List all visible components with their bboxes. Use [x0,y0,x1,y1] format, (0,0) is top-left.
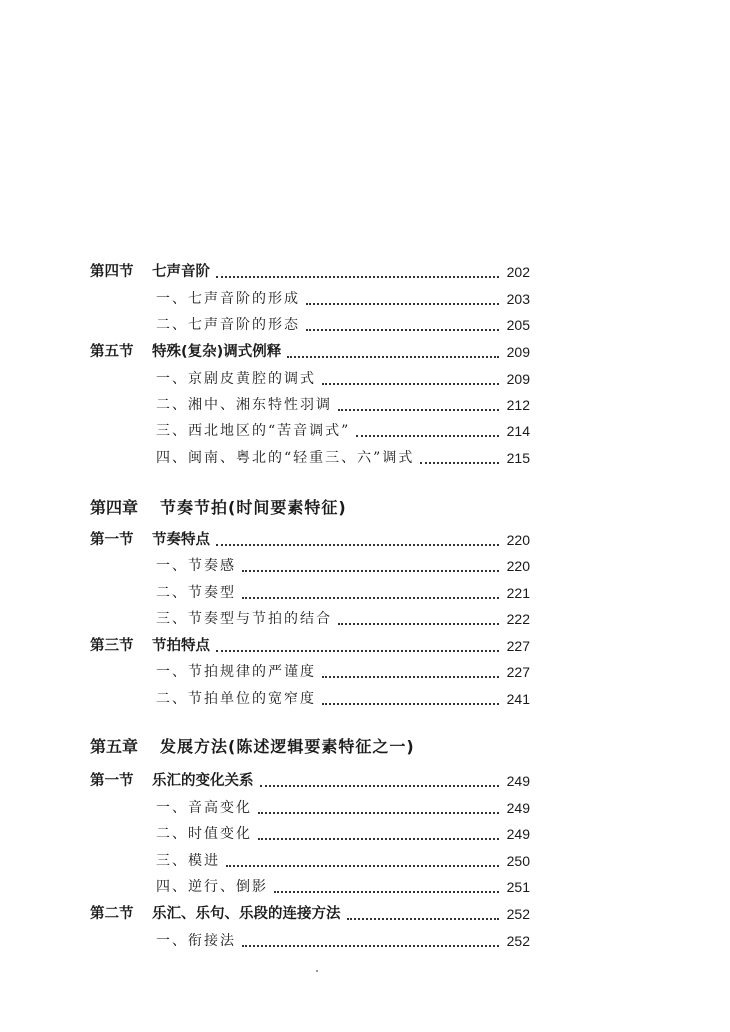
leader-dots [226,865,499,867]
toc-entry[interactable] [0,366,730,392]
toc-entry[interactable] [0,821,730,847]
leader-dots [258,838,499,840]
toc-entry[interactable] [0,606,730,632]
chapter-number: 第五章 [90,737,139,756]
leader-dots [242,945,499,947]
leader-dots [322,676,499,678]
item-title: 一、节拍规律的严谨度 [156,664,316,680]
page-number: 252 [506,906,530,922]
section-title: 特殊(复杂)调式例释 [152,344,282,360]
toc-chapter[interactable] [0,493,730,523]
toc-entry[interactable] [0,392,730,418]
leader-dots [322,383,499,385]
leader-dots [274,891,499,893]
toc-entry[interactable] [0,418,730,444]
item-title: 三、模进 [156,853,220,869]
leader-dots [258,812,499,814]
page-number: 249 [506,800,530,816]
item-title: 一、京剧皮黄腔的调式 [156,371,316,387]
page-number: 220 [506,558,530,574]
section-title: 节拍特点 [152,638,210,654]
toc-section[interactable] [0,768,730,794]
section-title: 七声音阶 [152,264,210,280]
leader-dots [338,623,499,625]
leader-dots [347,918,499,920]
item-title: 二、节奏型 [156,585,236,601]
page-number: 221 [506,585,530,601]
section-number: 第五节 [90,344,134,360]
leader-dots [356,435,499,437]
toc-entry[interactable] [0,580,730,606]
item-title: 二、时值变化 [156,826,252,842]
toc-entry[interactable] [0,286,730,312]
chapter-number: 第四章 [90,498,139,517]
item-title: 三、西北地区的“苦音调式” [156,423,351,439]
page-number: 227 [506,638,530,654]
section-number: 第三节 [90,638,134,654]
toc-section[interactable] [0,259,730,285]
page-number: 214 [506,423,530,439]
page-number: 209 [506,371,530,387]
page-number: 203 [506,291,530,307]
item-title: 一、七声音阶的形成 [156,291,300,307]
section-number: 第一节 [90,773,134,789]
leader-dots [260,785,499,787]
page-number: 215 [506,450,530,466]
page-number: 251 [506,879,530,895]
leader-dots [338,409,499,411]
leader-dots [242,597,499,599]
toc-entry[interactable] [0,686,730,712]
page-number: 220 [506,532,530,548]
leader-dots [287,356,499,358]
item-title: 二、七声音阶的形态 [156,317,300,333]
toc-section[interactable] [0,633,730,659]
leader-dots [306,329,499,331]
leader-dots [420,462,499,464]
toc-entry[interactable] [0,445,730,471]
leader-dots [216,544,499,546]
section-title: 乐汇的变化关系 [152,773,254,789]
toc-entry[interactable] [0,795,730,821]
chapter-title: 节奏节拍(时间要素特征) [160,498,347,517]
leader-dots [306,303,499,305]
page-number: 209 [506,344,530,360]
item-title: 三、节奏型与节拍的结合 [156,611,332,627]
toc-entry[interactable] [0,659,730,685]
item-title: 一、音高变化 [156,800,252,816]
item-title: 二、节拍单位的宽窄度 [156,691,316,707]
page-number: 212 [506,397,530,413]
page-number: 227 [506,664,530,680]
leader-dots [322,703,499,705]
toc-section[interactable] [0,527,730,553]
leader-dots [242,570,499,572]
toc-entry[interactable] [0,928,730,954]
toc-section[interactable] [0,901,730,927]
leader-dots [216,276,499,278]
item-title: 一、节奏感 [156,558,236,574]
page-number: 249 [506,826,530,842]
section-number: 第四节 [90,264,134,280]
item-title: 四、逆行、倒影 [156,879,268,895]
page-number: 249 [506,773,530,789]
item-title: 四、闽南、粤北的“轻重三、六”调式 [156,450,415,466]
toc-entry[interactable] [0,312,730,338]
page-number: 222 [506,611,530,627]
item-title: 一、衔接法 [156,933,236,949]
page-number: 205 [506,317,530,333]
toc-section[interactable] [0,339,730,365]
page-number: 241 [506,691,530,707]
chapter-title: 发展方法(陈述逻辑要素特征之一) [160,737,415,756]
page-mark [316,970,318,972]
section-title: 乐汇、乐句、乐段的连接方法 [152,906,341,922]
item-title: 二、湘中、湘东特性羽调 [156,397,332,413]
section-number: 第一节 [90,532,134,548]
page-number: 250 [506,853,530,869]
toc-chapter[interactable] [0,732,730,762]
toc-entry[interactable] [0,848,730,874]
section-number: 第二节 [90,906,134,922]
toc-entry[interactable] [0,874,730,900]
section-title: 节奏特点 [152,532,210,548]
page-number: 202 [506,264,530,280]
page-number: 252 [506,933,530,949]
leader-dots [216,650,499,652]
toc-entry[interactable] [0,553,730,579]
